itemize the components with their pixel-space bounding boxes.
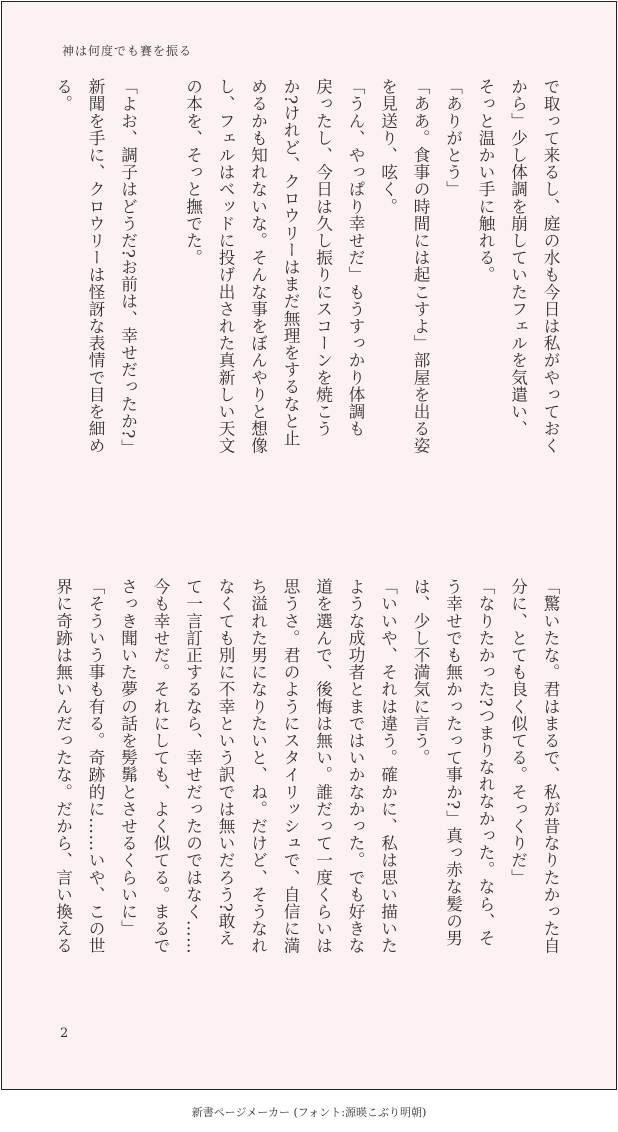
text-block-bottom (46, 578, 566, 998)
text-line: ち溢れた男になりたいと、ね。だけど、そうなれ (248, 578, 268, 955)
text-line: の本を、そっと撫でた。 (183, 78, 203, 267)
text-block-top (46, 78, 566, 518)
text-line: 今も幸せだ。それにしても、よく似てる。まるで (151, 578, 170, 955)
text-line: 「ありがとう」 (443, 78, 463, 198)
text-line: そっと温かい手に触れる。 (476, 78, 495, 284)
text-line: を見送り、呟く。 (378, 78, 398, 215)
text-line: なくても別に不幸という訳では無いだろう?敢え (216, 578, 235, 947)
text-line: 「そういう事も有る。奇跡的に……いや、この世 (86, 578, 105, 955)
text-line: て一言訂正するなら、幸せだったのではなく…… (183, 578, 203, 955)
text-line: 分に、とても良く似てる。そっくりだ」 (508, 578, 528, 886)
text-line: し、フェルはベッドに投げ出された真新しい天文 (216, 78, 235, 455)
text-line: 戻ったし、今日は久し振りにスコーンを焼こう (313, 78, 333, 438)
text-line: 「驚いたな。君はまるで、私が昔なりたかった自 (541, 578, 560, 955)
book-page (1, 1, 617, 1090)
text-line: から」少し体調を崩していたフェルを気遣い、 (508, 78, 528, 438)
text-line: は、少し不満気に言う。 (411, 578, 430, 767)
text-line: 新聞を手に、クロウリーは怪訝な表情で目を細め (86, 78, 105, 455)
text-line: ような成功者とまではいかなかった。でも好きな (346, 578, 365, 955)
text-line: 「なりたかった?つまりなれなかった。なら、そ (476, 578, 495, 947)
text-line: 「うん、やっぱり幸せだ」もうすっかり体調も (346, 78, 365, 438)
text-line: 「ああ。食事の時間には起こすよ」部屋を出る姿 (411, 78, 430, 455)
text-line: 思うさ。君のようにスタイリッシュで、自信に満 (281, 578, 300, 955)
text-line: めるかも知れないな。そんな事をぼんやりと想像 (248, 78, 268, 455)
text-line (144, 78, 177, 518)
page-number: 2 (60, 1026, 69, 1041)
text-line: 道を選んで、後悔は無い。誰だって一度くらいは (313, 578, 333, 955)
text-line: る。 (53, 78, 73, 113)
text-line: 界に奇跡は無いんだったな。だから、言い換える (53, 578, 73, 955)
text-line: 「いいや、それは違う。確かに、私は思い描いた (378, 578, 398, 955)
text-line: さっき聞いた夢の話を髣髴とさせるくらいに」 (118, 578, 138, 938)
text-line: で取って来るし、庭の水も今日は私がやっておく (541, 78, 560, 455)
page-header-title: 神は何度でも賽を振る (62, 44, 193, 58)
text-line: う幸せでも無かったって事か?」真っ赤な髪の男 (443, 578, 463, 947)
text-line: か?けれど、クロウリーはまだ無理をするなと止 (281, 78, 300, 447)
generator-footer: 新書ページメーカー (フォント:源暎こぶり明朝) (191, 1106, 427, 1119)
text-line: 「よお、調子はどうだ?お前は、幸せだったか?」 (118, 78, 138, 456)
